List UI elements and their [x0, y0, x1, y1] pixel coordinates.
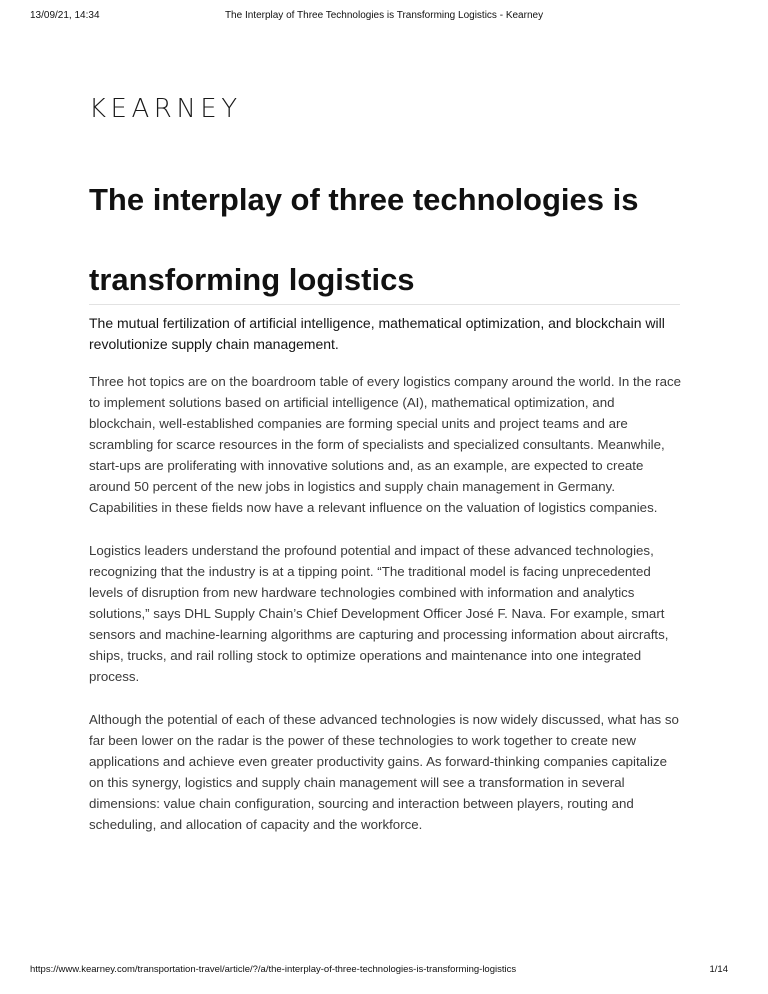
article-dek: The mutual fertilization of artificial intelligence, mathematical optimization, and blockchain will revolutionize supply chain management.: [89, 315, 665, 352]
print-page-title: The Interplay of Three Technologies is Transforming Logistics - Kearney: [224, 10, 544, 21]
article-body: [89, 371, 684, 857]
print-datetime: 13/09/21, 14:34: [30, 10, 100, 21]
print-page-number: 1/14: [709, 964, 728, 975]
article-paragraph: Although the potential of each of these advanced technologies is now widely discussed, what has so far been lower on the radar is the power of these technologies to work together to create new applications and achieve even greater productivity gains. As forward-thinking companies capitalize on this synergy, logistics and supply chain management will see a transformation in several dimensions: value chain configuration, sourcing and interaction between players, routing and scheduling, and allocation of capacity and the workforce.: [89, 712, 679, 832]
article-paragraph: Three hot topics are on the boardroom table of every logistics company around the world. In the race to implement solutions based on artificial intelligence (AI), mathematical optimization, and blockchain, well-established companies are forming special units and project teams and are scrambling for scarce resources in the form of specialists and specialized consultants. Meanwhile, start-ups are proliferating with innovative solutions and, as an example, are expected to create around 50 percent of the new jobs in logistics and supply chain management in Germany. Capabilities in these fields now have a relevant influence on the valuation of logistics companies.: [89, 374, 682, 515]
print-url: https://www.kearney.com/transportation-travel/article/?/a/the-interplay-of-three-technologies-is-transforming-logistics: [30, 964, 517, 975]
print-footer: [0, 960, 768, 980]
headline-divider: [89, 304, 680, 305]
print-header: [0, 0, 768, 30]
kearney-logo[interactable]: KEARNEY: [89, 94, 242, 124]
article-headline: The interplay of three technologies is transforming logistics: [89, 182, 639, 297]
article-paragraph: Logistics leaders understand the profound potential and impact of these advanced technologies, recognizing that the industry is at a tipping point. “The traditional model is facing unprecedented levels of disruption from new hardware technologies combined with information and analytics solutions,” says DHL Supply Chain’s Chief Development Officer José F. Nava. For example, smart sensors and machine-learning algorithms are capturing and processing information about aircrafts, ships, trucks, and rail rolling stock to optimize operations and maintenance into one integrated process.: [89, 543, 669, 684]
